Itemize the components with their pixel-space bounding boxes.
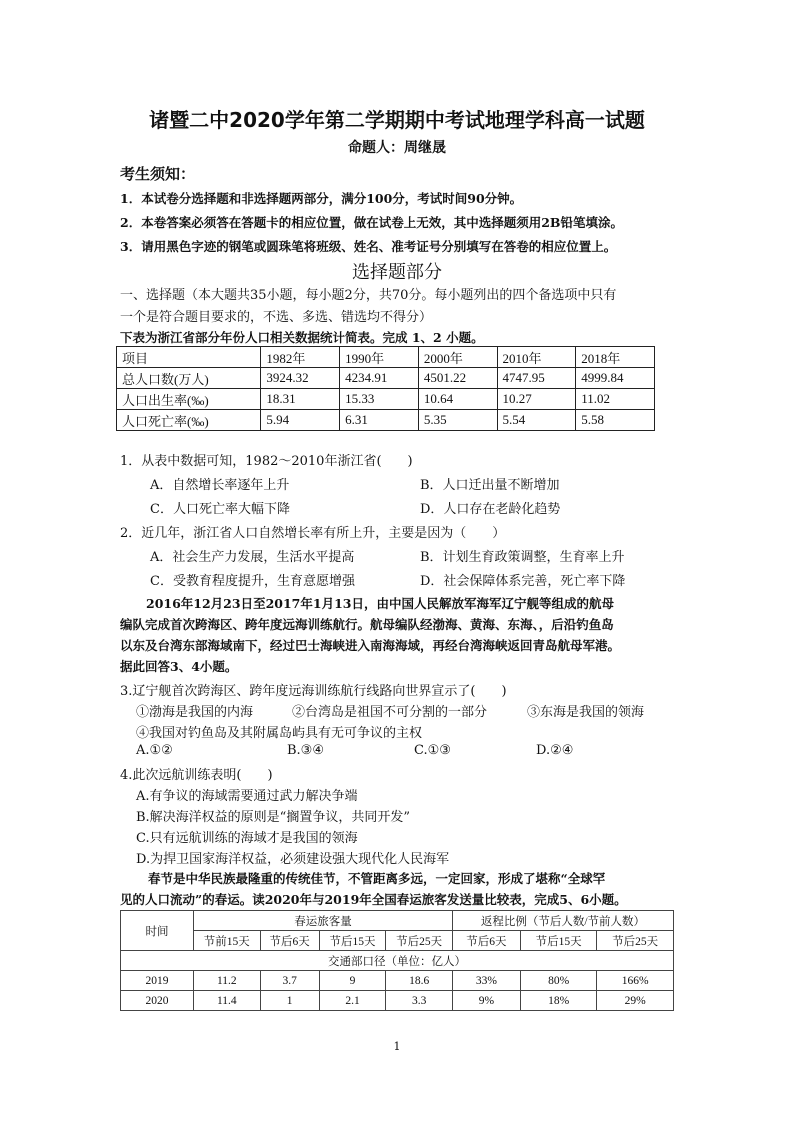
- table-cell: 3.7: [260, 971, 319, 991]
- table-cell: 返程比例（节后人数/节前人数）: [452, 911, 673, 931]
- population-table: [116, 346, 655, 431]
- table-cell: 总人口数(万人): [117, 368, 261, 389]
- table-cell: 节后6天: [452, 931, 520, 951]
- table-cell: 18.31: [261, 389, 340, 410]
- table-row: [121, 971, 674, 991]
- table-row: [121, 991, 674, 1011]
- table-cell: 4234.91: [340, 368, 419, 389]
- question-2-option-b: B．计划生育政策调整，生育率上升: [420, 550, 625, 565]
- table-cell: 166%: [597, 971, 674, 991]
- question-3-statement-2: ②台湾岛是祖国不可分割的一部分: [292, 705, 488, 720]
- page-number: 1: [393, 1040, 401, 1053]
- passage-line: 以东及台湾东部海域南下，经过巴士海峡进入南海海域，再经台湾海峡返回青岛航母军港。: [120, 638, 621, 653]
- table-cell: 4999.84: [576, 368, 655, 389]
- table-cell: 10.64: [418, 389, 497, 410]
- table-cell: 3.3: [386, 991, 453, 1011]
- table-cell: 2019: [121, 971, 194, 991]
- table-row: [117, 410, 655, 431]
- table-cell: 春运旅客量: [194, 911, 453, 931]
- table-cell: 15.33: [340, 389, 419, 410]
- passage-line: 2016年12月23日至2017年1月13日，由中国人民解放军海军辽宁舰等组成的航母: [146, 596, 614, 611]
- table-cell: 2020: [121, 991, 194, 1011]
- table-header-row: [121, 911, 674, 931]
- table-cell: 4747.95: [497, 368, 576, 389]
- table-cell: 18%: [520, 991, 597, 1011]
- table-cell: 5.94: [261, 410, 340, 431]
- table-cell: 10.27: [497, 389, 576, 410]
- table-cell: 2018年: [576, 347, 655, 368]
- question-1-option-c: C．人口死亡率大幅下降: [150, 502, 290, 517]
- table-cell: 节后25天: [597, 931, 674, 951]
- table-cell: 节后25天: [386, 931, 453, 951]
- passage-line: 见的人口流动”的春运。读2020年与2019年全国春运旅客发送量比较表，完成5、6小题。: [120, 892, 627, 907]
- table-cell: 4501.22: [418, 368, 497, 389]
- table-cell: 3924.32: [261, 368, 340, 389]
- passage-line: 编队完成首次跨海区、跨年度远海训练航行。航母编队经渤海、黄海、东海、，后沿钓鱼岛: [120, 617, 614, 632]
- table1-intro: 下表为浙江省部分年份人口相关数据统计简表。完成 1、2 小题。: [120, 330, 484, 345]
- table-cell: 时间: [121, 911, 194, 951]
- question-3-option-b: B.③④: [287, 743, 324, 758]
- question-3-option-c: C.①③: [414, 743, 451, 758]
- table-cell: 节后15天: [319, 931, 386, 951]
- table-cell: 9%: [452, 991, 520, 1011]
- table-cell: 1: [260, 991, 319, 1011]
- table-cell: 11.4: [194, 991, 261, 1011]
- table-cell: 2.1: [319, 991, 386, 1011]
- table-cell: 80%: [520, 971, 597, 991]
- table-cell: 9: [319, 971, 386, 991]
- table-row: [121, 951, 674, 971]
- table-cell: 节后15天: [520, 931, 597, 951]
- table-cell: 11.2: [194, 971, 261, 991]
- table-cell: 1990年: [340, 347, 419, 368]
- question-4-option-d: D.为捍卫国家海洋权益，必须建设强大现代化人民海军: [136, 852, 450, 867]
- notice-heading: 考生须知：: [120, 165, 196, 183]
- question-3-option-a: A.①②: [136, 743, 173, 758]
- question-2-option-a: A．社会生产力发展，生活水平提高: [150, 550, 355, 565]
- table-cell: 29%: [597, 991, 674, 1011]
- question-2-stem: 2．近几年，浙江省人口自然增长率有所上升，主要是因为（ ）: [120, 526, 506, 541]
- exam-author: 命题人：周继晟: [348, 140, 446, 156]
- exam-title: 诸暨二中2020学年第二学期期中考试地理学科高一试题: [149, 108, 645, 132]
- notice-item: 1．本试卷分选择题和非选择题两部分，满分100分，考试时间90分钟。: [120, 191, 523, 206]
- question-4-stem: 4.此次远航训练表明( ): [120, 768, 273, 783]
- table-cell: 人口死亡率(‰): [117, 410, 261, 431]
- question-1-option-b: B．人口迁出量不断增加: [420, 478, 560, 493]
- table-row: [117, 368, 655, 389]
- question-2-option-d: D．社会保障体系完善，死亡率下降: [420, 574, 626, 589]
- table-cell: 2000年: [418, 347, 497, 368]
- table-row: [117, 389, 655, 410]
- section-intro-line: 一、选择题（本大题共35小题，每小题2分，共70分。每小题列出的四个备选项中只有: [120, 288, 617, 303]
- notice-item: 2．本卷答案必须答在答题卡的相应位置，做在试卷上无效，其中选择题须用2B铅笔填涂。: [120, 215, 623, 230]
- question-3-statement-4: ④我国对钓鱼岛及其附属岛屿具有无可争议的主权: [136, 726, 423, 741]
- table-cell: 2010年: [497, 347, 576, 368]
- section-intro-line: 一个是符合题目要求的，不选、多选、错选均不得分）: [120, 310, 433, 325]
- question-1-stem: 1．从表中数据可知，1982～2010年浙江省( ): [120, 454, 413, 469]
- table-cell: 节前15天: [194, 931, 261, 951]
- table-cell: 交通部口径（单位：亿人）: [121, 951, 674, 971]
- table-cell: 5.54: [497, 410, 576, 431]
- table-cell: 5.58: [576, 410, 655, 431]
- question-3-statement-3: ③东海是我国的领海: [527, 705, 645, 720]
- spring-travel-table: [120, 910, 674, 1011]
- question-1-option-d: D．人口存在老龄化趋势: [420, 502, 561, 517]
- question-3-option-d: D.②④: [536, 743, 574, 758]
- question-3-stem: 3.辽宁舰首次跨海区、跨年度远海训练航行线路向世界宣示了( ): [120, 684, 507, 699]
- table-cell: 33%: [452, 971, 520, 991]
- question-4-option-c: C.只有远航训练的海域才是我国的领海: [136, 831, 358, 846]
- table-cell: 18.6: [386, 971, 453, 991]
- question-1-option-a: A．自然增长率逐年上升: [150, 478, 290, 493]
- table-cell: 项目: [117, 347, 261, 368]
- question-3-statement-1: ①渤海是我国的内海: [136, 705, 254, 720]
- passage-line: 春节是中华民族最隆重的传统佳节，不管距离多远，一定回家，形成了堪称“全球罕: [148, 871, 606, 886]
- table-cell: 5.35: [418, 410, 497, 431]
- table-cell: 6.31: [340, 410, 419, 431]
- question-4-option-a: A.有争议的海域需要通过武力解决争端: [136, 789, 358, 804]
- section-title: 选择题部分: [352, 262, 442, 283]
- table-cell: 11.02: [576, 389, 655, 410]
- table-cell: 节后6天: [260, 931, 319, 951]
- table-header-row: [117, 347, 655, 368]
- passage-line: 据此回答3、4小题。: [120, 659, 238, 674]
- table-header-row: [121, 931, 674, 951]
- table-cell: 人口出生率(‰): [117, 389, 261, 410]
- question-2-option-c: C．受教育程度提升，生育意愿增强: [150, 574, 355, 589]
- table-cell: 1982年: [261, 347, 340, 368]
- question-4-option-b: B.解决海洋权益的原则是“搁置争议，共同开发”: [136, 810, 410, 825]
- notice-item: 3．请用黑色字迹的钢笔或圆珠笔将班级、姓名、准考证号分别填写在答卷的相应位置上。: [120, 239, 617, 254]
